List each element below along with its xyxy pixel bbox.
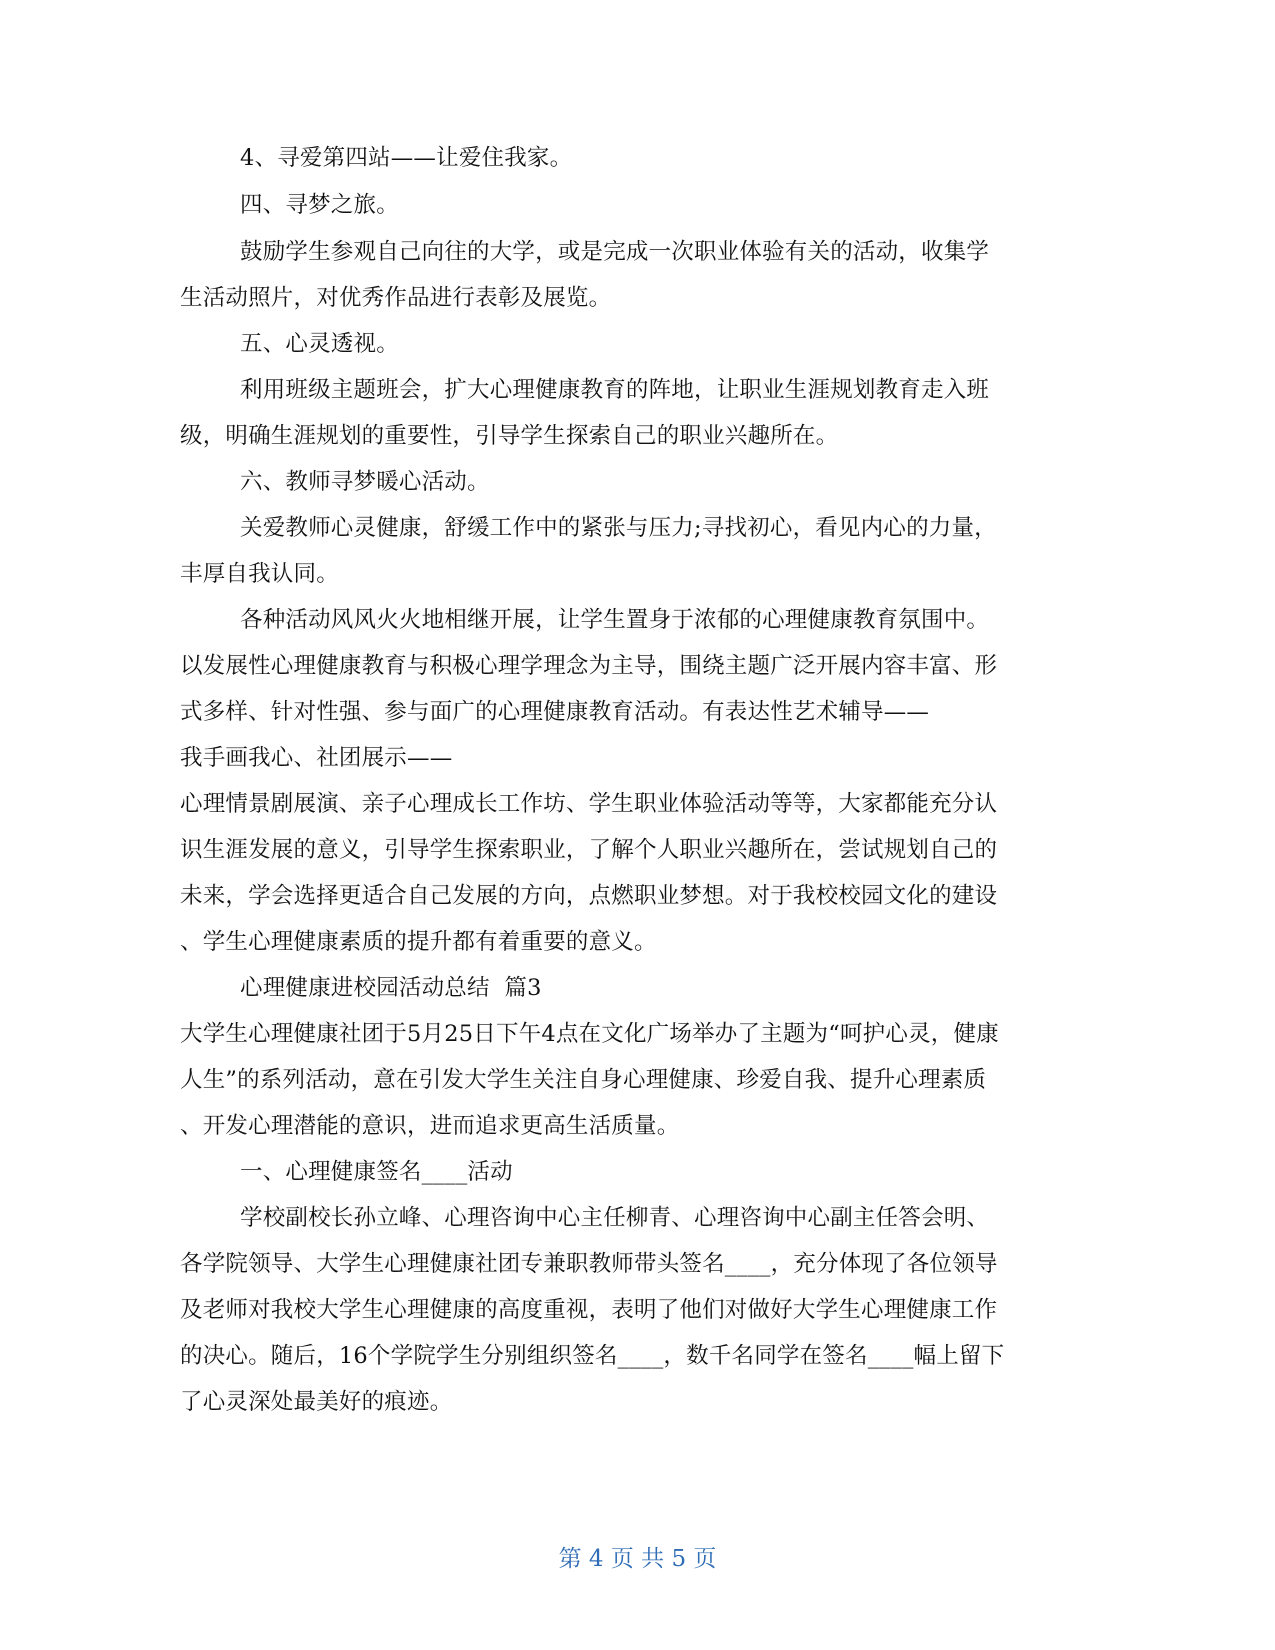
heading-section-5: 五、心灵透视。 bbox=[240, 331, 399, 357]
paragraph-line: 的决心。随后，16个学院学生分别组织签名____，数千名同学在签名____幅上留下 bbox=[180, 1343, 1005, 1369]
paragraph-line: 人生”的系列活动，意在引发大学生关注自身心理健康、珍爱自我、提升心理素质 bbox=[180, 1067, 987, 1093]
heading-section-4: 四、寻梦之旅。 bbox=[240, 192, 399, 218]
paragraph-line: 生活动照片，对优秀作品进行表彰及展览。 bbox=[180, 285, 612, 311]
paragraph-line: 、开发心理潜能的意识，进而追求更高生活质量。 bbox=[180, 1113, 680, 1139]
paragraph-line: 级，明确生涯规划的重要性，引导学生探索自己的职业兴趣所在。 bbox=[180, 423, 839, 449]
line-activity-4: 4、寻爱第四站——让爱住我家。 bbox=[240, 145, 573, 171]
paragraph-line: 学校副校长孙立峰、心理咨询中心主任柳青、心理咨询中心副主任答会明、 bbox=[240, 1205, 990, 1231]
paragraph-line: 、学生心理健康素质的提升都有着重要的意义。 bbox=[180, 929, 657, 955]
paragraph-line: 丰厚自我认同。 bbox=[180, 561, 339, 587]
paragraph-line: 式多样、针对性强、参与面广的心理健康教育活动。有表达性艺术辅导—— bbox=[180, 699, 930, 725]
heading-section-6: 六、教师寻梦暖心活动。 bbox=[240, 469, 490, 495]
paragraph-line: 我手画我心、社团展示—— bbox=[180, 745, 453, 771]
page-number-footer: 第 4 页 共 5 页 bbox=[558, 1546, 717, 1572]
paragraph-line: 心理情景剧展演、亲子心理成长工作坊、学生职业体验活动等等，大家都能充分认 bbox=[180, 791, 998, 817]
paragraph-line: 鼓励学生参观自己向往的大学，或是完成一次职业体验有关的活动，收集学 bbox=[240, 239, 990, 265]
article-heading: 心理健康进校园活动总结 篇3 bbox=[240, 975, 542, 1001]
paragraph-line: 了心灵深处最美好的痕迹。 bbox=[180, 1389, 453, 1415]
paragraph-line: 大学生心理健康社团于5月25日下午4点在文化广场举办了主题为“呵护心灵，健康 bbox=[180, 1021, 999, 1047]
paragraph-line: 及老师对我校大学生心理健康的高度重视，表明了他们对做好大学生心理健康工作 bbox=[180, 1297, 998, 1323]
paragraph-line: 识生涯发展的意义，引导学生探索职业，了解个人职业兴趣所在，尝试规划自己的 bbox=[180, 837, 998, 863]
paragraph-line: 关爱教师心灵健康，舒缓工作中的紧张与压力;寻找初心，看见内心的力量， bbox=[240, 515, 997, 541]
heading-section-1: 一、心理健康签名____活动 bbox=[240, 1159, 513, 1185]
paragraph-line: 各学院领导、大学生心理健康社团专兼职教师带头签名____，充分体现了各位领导 bbox=[180, 1251, 998, 1277]
paragraph-line: 未来，学会选择更适合自己发展的方向，点燃职业梦想。对于我校校园文化的建设 bbox=[180, 883, 998, 909]
paragraph-line: 利用班级主题班会，扩大心理健康教育的阵地，让职业生涯规划教育走入班 bbox=[240, 377, 990, 403]
paragraph-line: 各种活动风风火火地相继开展，让学生置身于浓郁的心理健康教育氛围中。 bbox=[240, 607, 990, 633]
paragraph-line: 以发展性心理健康教育与积极心理学理念为主导，围绕主题广泛开展内容丰富、形 bbox=[180, 653, 998, 679]
